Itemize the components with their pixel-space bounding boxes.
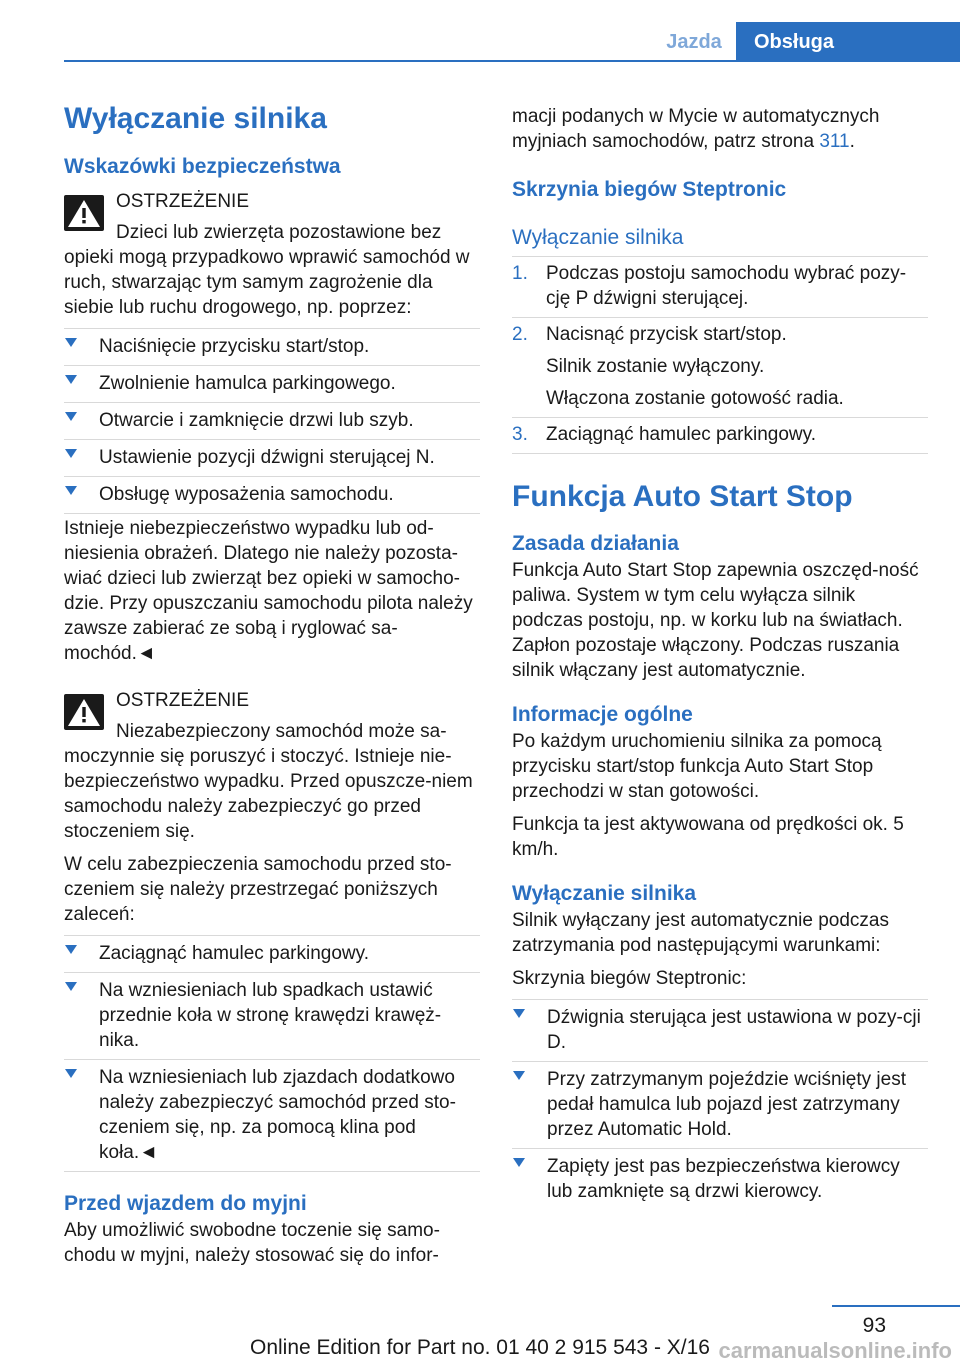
general-heading: Informacje ogólne [512, 703, 693, 726]
warning-text: Dzieci lub zwierzęta pozostawione bez [116, 222, 442, 243]
bullet-triangle-icon [65, 982, 77, 991]
paragraph: Silnik wyłączany jest automatycznie podczas zatrzymania pod następującymi warunkami: [512, 910, 890, 956]
bullet-triangle-icon [513, 1009, 525, 1018]
list-item: Dźwignia sterująca jest ustawiona w pozy-cji D. [512, 999, 928, 1061]
page-link[interactable]: 311 [819, 131, 850, 152]
section-title: Wyłączanie silnika [64, 102, 327, 135]
car-wash-heading: Przed wjazdem do myjni [64, 1192, 307, 1215]
right-column [512, 104, 928, 1210]
bullet-triangle-icon [65, 1069, 77, 1078]
bullet-triangle-icon [65, 338, 77, 347]
page-number: 93 [862, 1314, 886, 1337]
tab-obsluga[interactable]: Obsługa [736, 22, 960, 62]
paragraph: Po każdym uruchomieniu silnika za pomocą przycisku start/stop funkcja Auto Start Stop przechodzi w stan gotowości. [512, 731, 882, 802]
bullet-list-1 [64, 328, 480, 514]
page-header [0, 0, 960, 62]
warning-label: OSTRZEŻENIE [116, 690, 250, 711]
list-item: 3. Zaciągnąć hamulec parkingowy. [512, 417, 928, 454]
section-title: Funkcja Auto Start Stop [512, 480, 853, 513]
warning-text: Niezabezpieczony samochód może sa- [116, 721, 447, 742]
tab-jazda[interactable]: Jazda [652, 22, 736, 62]
edition-footer: Online Edition for Part no. 01 40 2 915 543 - X/16 [250, 1336, 710, 1359]
watermark: carmanualsonline.info [718, 1338, 952, 1363]
left-column [64, 98, 480, 1268]
list-item: 2. Nacisnąć przycisk start/stop. Silnik zostanie wyłączony. Włączona zostanie gotowość radia. [512, 317, 928, 417]
list-item: Zapięty jest pas bezpieczeństwa kierowcy lub zamknięte są drzwi kierowcy. [512, 1148, 928, 1210]
bullet-triangle-icon [513, 1071, 525, 1080]
paragraph: macji podanych w Mycie w automatycznych myjniach samochodów, patrz strona 311. [512, 106, 880, 152]
list-item: Na wzniesieniach lub zjazdach dodatkowo należy zabezpieczyć samochód przed sto-czeniem się, np. za pomocą klina pod koła.◄ [64, 1059, 480, 1172]
bullet-triangle-icon [65, 375, 77, 384]
footer-rule [832, 1305, 960, 1307]
paragraph: Aby umożliwić swobodne toczenie się samo-chodu w myjni, należy stosować się do infor- [64, 1220, 440, 1266]
stop-heading: Wyłączanie silnika [512, 882, 697, 905]
bullet-triangle-icon [65, 412, 77, 421]
bullet-triangle-icon [65, 945, 77, 954]
paragraph: Skrzynia biegów Steptronic: [512, 968, 747, 989]
bullet-list-2 [64, 935, 480, 1172]
numbered-steps [512, 256, 928, 454]
list-item: Naciśnięcie przycisku start/stop. [64, 328, 480, 365]
paragraph: Funkcja Auto Start Stop zapewnia oszczęd-ność paliwa. System w tym celu wyłącza silnik podczas postoju, np. w korku lub na światłach. Zapłon pozostaje włączony. Podczas ruszania silnik włączany jest automatycznie. [512, 560, 919, 681]
list-item: Na wzniesieniach lub spadkach ustawić przednie koła w stronę krawędzi krawęż-nika. [64, 972, 480, 1059]
list-item: 1. Podczas postoju samochodu wybrać pozy-cję P dźwigni sterującej. [512, 256, 928, 317]
paragraph: W celu zabezpieczenia samochodu przed sto-czeniem się należy przestrzegać poniższych zaleceń: [64, 854, 452, 925]
principle-heading: Zasada działania [512, 532, 679, 555]
bullet-triangle-icon [65, 486, 77, 495]
steptronic-subheading: Wyłączanie silnika [512, 226, 684, 249]
bullet-triangle-icon [65, 449, 77, 458]
bullet-triangle-icon [513, 1158, 525, 1167]
list-item: Zaciągnąć hamulec parkingowy. [64, 935, 480, 972]
list-item: Ustawienie pozycji dźwigni sterującej N. [64, 439, 480, 476]
list-item: Obsługę wyposażenia samochodu. [64, 476, 480, 514]
list-item: Zwolnienie hamulca parkingowego. [64, 365, 480, 402]
warning-text: moczynnie się poruszyć i stoczyć. Istnieje nie-bezpieczeństwo wypadku. Przed opuszcze-niem samochodu należy zabezpieczyć go przed stoczeniem się. [64, 746, 473, 842]
warning-icon [64, 195, 104, 231]
warning-icon [64, 694, 104, 730]
warning-text: opieki mogą przypadkowo wprawić samochód w ruch, stwarzając tym samym zagrożenie dla siebie lub ruchu drogowego, np. poprzez: [64, 247, 470, 318]
steptronic-heading: Skrzynia biegów Steptronic [512, 178, 787, 201]
warning-label: OSTRZEŻENIE [116, 191, 250, 212]
warning-conclusion: Istnieje niebezpieczeństwo wypadku lub od-niesienia obrażeń. Dlatego nie należy pozosta-wiać dzieci lub zwierząt bez opieki w samocho-dzie. Przy opuszczaniu samochodu pilota należy zawsze zabierać ze sobą i ryglować sa-mochód.◄ [64, 518, 473, 664]
warning-block-2 [64, 688, 480, 844]
list-item: Przy zatrzymanym pojeździe wciśnięty jest pedał hamulca lub pojazd jest zatrzymany przez Automatic Hold. [512, 1061, 928, 1148]
warning-block-1 [64, 189, 480, 320]
header-rule [64, 60, 960, 62]
bullet-list-3 [512, 999, 928, 1210]
safety-heading: Wskazówki bezpieczeństwa [64, 155, 341, 178]
paragraph: Funkcja ta jest aktywowana od prędkości ok. 5 km/h. [512, 814, 904, 860]
list-item: Otwarcie i zamknięcie drzwi lub szyb. [64, 402, 480, 439]
